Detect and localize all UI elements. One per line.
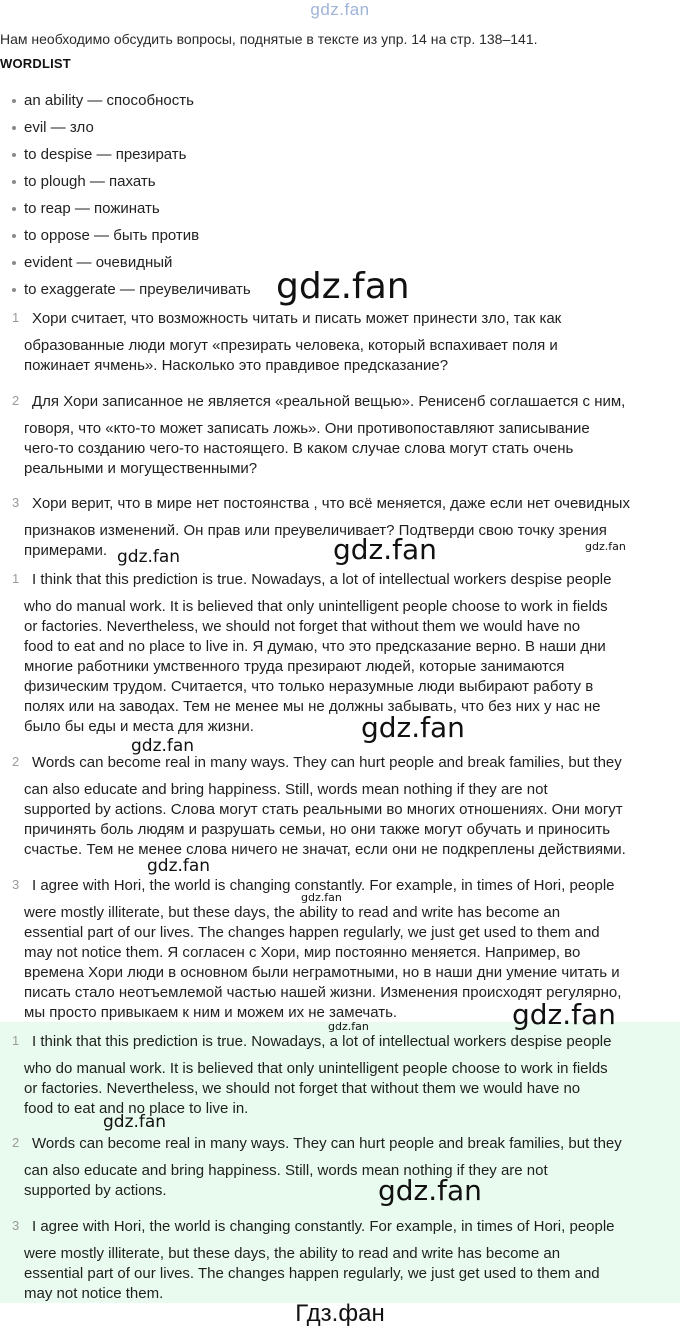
watermark: gdz.fan bbox=[131, 736, 195, 756]
answer-continuation: who do manual work. It is believed that only unintelligent people choose to work in fields or factories. Nevertheless, we should not forget that without them we would have no food to eat and no place to live in. Я думаю, что это предсказание верно. В наши дни многие работники умственного труда презирают людей, которые занимаются физическим трудом. Считается, что только неразумные люди выбирают работу в полях или на заводах. Тем не менее мы не должны забывать, что без них у нас не было бы еды и места для жизни. bbox=[24, 598, 608, 735]
question-continuation: признаков изменений. Он прав или преувеличивает? Подтверди свою точку зрения примерами. bbox=[24, 522, 607, 559]
question-text: Хори верит, что в мире нет постоянства , что всё меняется, даже если нет очевидных bbox=[32, 495, 630, 512]
watermark: gdz.fan bbox=[585, 540, 626, 553]
answer-number: 3 bbox=[12, 1218, 20, 1233]
wordlist-item: to oppose — быть против bbox=[0, 225, 251, 252]
wordlist-item: to despise — презирать bbox=[0, 144, 251, 171]
watermark: gdz.fan bbox=[361, 711, 465, 744]
top-watermark: gdz.fan bbox=[310, 0, 370, 19]
wordlist bbox=[0, 90, 251, 306]
bullet-icon bbox=[12, 234, 16, 238]
question-continuation: образованные люди могут «презирать человека, который вспахивает поля и пожинает ячмень». Насколько это правдивое предсказание? bbox=[24, 337, 558, 374]
answer-number: 3 bbox=[12, 877, 20, 892]
answer-text: Words can become real in many ways. They can hurt people and break families, but they bbox=[32, 754, 622, 771]
wordlist-item: evil — зло bbox=[0, 117, 251, 144]
answer-continuation: can also educate and bring happiness. Still, words mean nothing if they are not supported by actions. bbox=[24, 1162, 548, 1199]
answer-text: I think that this prediction is true. Nowadays, a lot of intellectual workers despise people bbox=[32, 571, 612, 588]
watermark: gdz.fan bbox=[333, 533, 437, 566]
intro-text: Нам необходимо обсудить вопросы, поднятые в тексте из упр. 14 на стр. 138–141. bbox=[0, 31, 538, 47]
answer-number: 2 bbox=[12, 1135, 20, 1150]
answer-number: 1 bbox=[12, 1033, 20, 1048]
answer-text: I agree with Hori, the world is changing constantly. For example, in times of Hori, people bbox=[32, 877, 615, 894]
question-number: 3 bbox=[12, 495, 20, 510]
answer-number: 2 bbox=[12, 754, 20, 769]
wordlist-item: an ability — способность bbox=[0, 90, 251, 117]
answer-continuation: were mostly illiterate, but these days, the ability to read and write has become an essential part of our lives. The changes happen regularly, we just get used to them and may not notice them. bbox=[24, 1245, 600, 1302]
wordlist-item: to reap — пожинать bbox=[0, 198, 251, 225]
answer-continuation: can also educate and bring happiness. Still, words mean nothing if they are not supported by actions. Слова могут стать реальными во многих отношениях. Они могут причинять боль людям и разрушать семьи, но они также могут обучать и приносить счастье. Тем не менее слова ничего не значат, если они не подкреплены действиями. bbox=[24, 781, 626, 858]
bullet-icon bbox=[12, 126, 16, 130]
question-text: Хори считает, что возможность читать и писать может принести зло, так как bbox=[32, 310, 562, 327]
wordlist-item: to exaggerate — преувеличивать bbox=[0, 279, 251, 306]
answer-text: I think that this prediction is true. Nowadays, a lot of intellectual workers despise people bbox=[32, 1033, 612, 1050]
answer-continuation: who do manual work. It is believed that only unintelligent people choose to work in fields or factories. Nevertheless, we should not forget that without them we would have no food to eat and no place to live in. bbox=[24, 1060, 608, 1117]
wordlist-item: to plough — пахать bbox=[0, 171, 251, 198]
answer-text: Words can become real in many ways. They can hurt people and break families, but they bbox=[32, 1135, 622, 1152]
watermark: gdz.fan bbox=[512, 998, 616, 1031]
watermark: gdz.fan bbox=[117, 547, 181, 567]
bullet-icon bbox=[12, 180, 16, 184]
watermark: gdz.fan bbox=[147, 856, 211, 876]
wordlist-item: evident — очевидный bbox=[0, 252, 251, 279]
watermark: gdz.fan bbox=[103, 1112, 167, 1132]
bullet-icon bbox=[12, 99, 16, 103]
watermark: gdz.fan bbox=[276, 266, 410, 307]
bullet-icon bbox=[12, 261, 16, 265]
footer-watermark: Гдз.фан bbox=[295, 1300, 385, 1327]
wordlist-title: WORDLIST bbox=[0, 56, 71, 71]
bullet-icon bbox=[12, 207, 16, 211]
question-continuation: говоря, что «кто-то может записать ложь». Они противопоставляют записывание чего-то созданию чего-то настоящего. В каком случае слова могут стать очень реальными и могущественными? bbox=[24, 420, 590, 477]
question-number: 1 bbox=[12, 310, 20, 325]
watermark: gdz.fan bbox=[328, 1020, 369, 1033]
question-number: 2 bbox=[12, 393, 20, 408]
answer-text: I agree with Hori, the world is changing constantly. For example, in times of Hori, people bbox=[32, 1218, 615, 1235]
answer-continuation: were mostly illiterate, but these days, the ability to read and write has become an essential part of our lives. The changes happen regularly, we just get used to them and may not notice them. Я согласен с Хори, мир постоянно меняется. Например, во времена Хори люди в основном были неграмотными, но в наши дни умение читать и писать стало неотъемлемой частью нашей жизни. Изменения происходят регулярно, мы просто привыкаем к ним и можем их не замечать. bbox=[24, 904, 622, 1021]
question-text: Для Хори записанное не является «реальной вещью». Ренисенб соглашается с ним, bbox=[32, 393, 626, 410]
watermark: gdz.fan bbox=[301, 891, 342, 904]
bullet-icon bbox=[12, 288, 16, 292]
watermark: gdz.fan bbox=[378, 1174, 482, 1207]
bullet-icon bbox=[12, 153, 16, 157]
answer-number: 1 bbox=[12, 571, 20, 586]
